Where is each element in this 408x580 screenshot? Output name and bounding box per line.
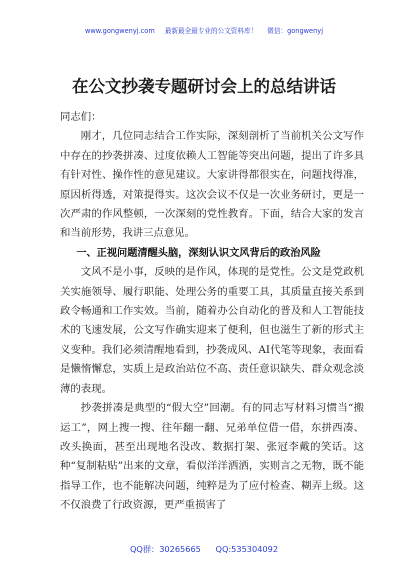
page-header	[0, 26, 408, 36]
section-paragraph-1: 文风不是小事，反映的是作风，体现的是党性。公文是党政机关实施领导、履行职能、处理公务的重要工具，其质量直接关系到政令畅通和工作实效。当前，随着办公自动化的普及和人工智能技术的飞速发展，公文写作确实迎来了便利，但也滋生了新的形式主义变种。我们必须清醒地看到，抄袭成风、AI代笔等现象，表面看是懒惰懈怠，实质上是政治站位不高、责任意识缺失、群众观念淡薄的表现。	[60, 266, 364, 395]
section-paragraph-2: 抄袭拼凑是典型的“假大空”回潮。有的同志写材料习惯当“搬运工”，网上搜一搜、往年翻一翻、兄弟单位借一借，东拼西凑、改头换面，甚至出现地名没改、数据打架、张冠李戴的笑话。这种“复制粘贴”出来的文章，看似洋洋洒洒，实则言之无物，既不能指导工作，也不能解决问题，纯粹是为了应付检查、糊弄上级。这不仅浪费了行政资源，更严重损害了	[60, 402, 364, 512]
header-wechat: 微信：gongwenyj	[267, 27, 324, 35]
footer-qq: QQ:535304092	[215, 544, 279, 554]
section-heading-1: 一、正视问题清醒头脑，深刻认识文风背后的政治风险	[76, 247, 321, 259]
header-slogan: 最新最全最专业的公文资料库！	[164, 27, 258, 35]
page-footer	[0, 544, 408, 555]
header-website-link[interactable]: www.gongwenyj.com	[84, 27, 155, 35]
intro-paragraph: 刚才，几位同志结合工作实际，深刻剖析了当前机关公文写作中存在的抄袭拼凑、过度依赖人工智能等突出问题，提出了许多具有针对性、操作性的意见建议。大家讲得都很实在，问题找得准，原因析得透，对策提得实。这次会议不仅是一次业务研讨，更是一次严肃的作风整顿，一次深刻的党性教育。下面，结合大家的发言和当前形势，我讲三点意见。	[60, 130, 364, 240]
salutation: 同志们：	[60, 111, 102, 123]
document-body	[60, 108, 364, 516]
document-title: 在公文抄袭专题研讨会上的总结讲话	[72, 77, 336, 96]
footer-qq-group: QQ群：30265665	[129, 544, 201, 554]
